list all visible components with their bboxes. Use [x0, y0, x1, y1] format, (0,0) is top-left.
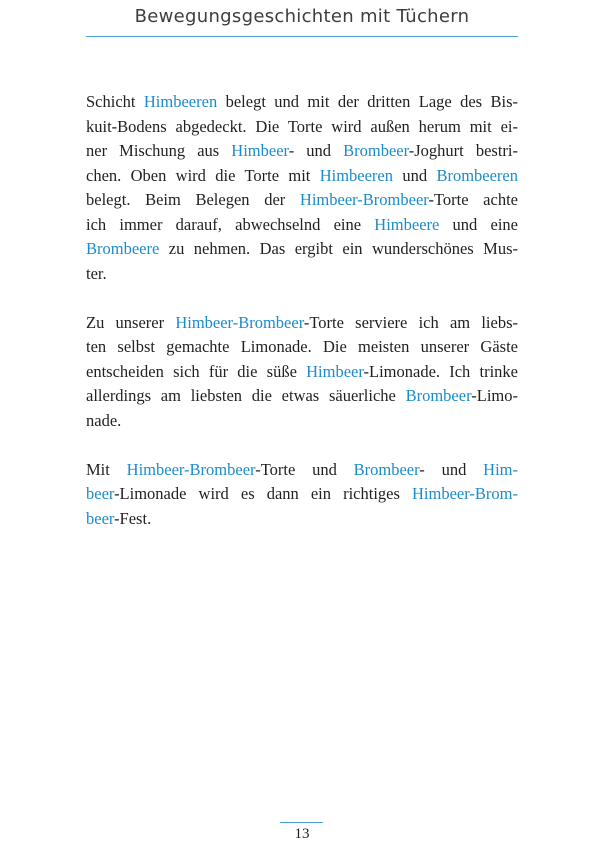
paragraph [86, 458, 518, 532]
text-run: kuit-Bodens abgedeckt. Die Torte wird außen herum mit ei- [86, 116, 518, 136]
highlighted-word: Himbeer [306, 361, 364, 381]
highlighted-word: Himbeer-Brombeer [175, 312, 304, 332]
footer-rule [280, 822, 323, 823]
highlighted-word: Brombeere [86, 239, 160, 258]
highlighted-word: Himbeer [231, 141, 289, 160]
highlighted-word: Brombeer [405, 386, 472, 405]
highlighted-word: Himbeer-Brombeer [299, 190, 429, 209]
page-number: 13 [294, 826, 310, 842]
text-run: zu nehmen. Das ergibt ein wunderschönes Mus- [159, 239, 518, 258]
text-line [86, 164, 518, 189]
text-line [86, 384, 518, 409]
highlighted-word: beer [86, 484, 115, 503]
text-line [86, 458, 518, 483]
text-run: Schicht [86, 92, 144, 111]
text-line [86, 262, 518, 287]
text-run: -Limonade wird es dann ein richtiges [114, 484, 413, 503]
text-run: -Fest. [114, 508, 152, 528]
header-rule [86, 36, 518, 37]
paragraph [86, 90, 518, 286]
text-line [86, 409, 518, 434]
text-run: - und [288, 141, 344, 160]
text-line [86, 115, 518, 140]
highlighted-word: beer [86, 508, 115, 528]
text-run: allerdings am liebsten die etwas säuerliche [86, 386, 406, 405]
text-run: ich immer darauf, abwechselnd eine [86, 214, 375, 234]
highlighted-word: Himbeer-Brombeer [126, 459, 256, 479]
highlighted-word: Him- [483, 459, 518, 479]
text-run: und [393, 165, 437, 185]
text-run: und eine [439, 214, 519, 234]
text-line [86, 482, 518, 507]
text-line [86, 335, 518, 360]
body-text [86, 90, 518, 556]
text-line [86, 311, 518, 336]
text-line [86, 360, 518, 385]
text-run: chen. Oben wird die Torte mit [86, 165, 320, 185]
text-run: -Torte serviere ich am liebs- [303, 312, 519, 332]
highlighted-word: Brombeeren [436, 165, 518, 185]
text-line [86, 213, 518, 238]
text-run: -Torte achte [428, 190, 518, 209]
highlighted-word: Himbeer-Brom- [412, 484, 518, 503]
text-run: - und [419, 459, 484, 479]
text-line [86, 139, 518, 164]
text-line [86, 237, 518, 262]
highlighted-word: Himbeeren [319, 165, 394, 185]
text-run: -Limo- [471, 386, 518, 405]
text-run: belegt. Beim Belegen der [86, 190, 300, 209]
highlighted-word: Brombeer [353, 459, 420, 479]
highlighted-word: Brombeer [343, 141, 409, 160]
text-run: ner Mischung aus [86, 141, 232, 160]
text-run: belegt und mit der dritten Lage des Bis- [217, 92, 518, 111]
text-run: ten selbst gemachte Limonade. Die meisten unserer Gäste [86, 337, 518, 356]
text-run: Mit [86, 459, 127, 479]
text-run: -Limonade. Ich trinke [363, 361, 518, 381]
text-line [86, 507, 518, 532]
text-run: entscheiden sich für die süße [86, 361, 307, 381]
highlighted-word: Himbeere [374, 214, 440, 234]
text-run: Zu unserer [86, 312, 176, 332]
text-line [86, 90, 518, 115]
paragraph [86, 311, 518, 434]
text-line [86, 188, 518, 213]
running-header: Bewegungsgeschichten mit Tüchern [134, 6, 470, 27]
highlighted-word: Himbeeren [143, 92, 218, 111]
text-run: nade. [86, 410, 122, 430]
text-run: -Joghurt bestri- [408, 141, 518, 160]
text-run: -Torte und [255, 459, 354, 479]
text-run: ter. [86, 263, 107, 283]
